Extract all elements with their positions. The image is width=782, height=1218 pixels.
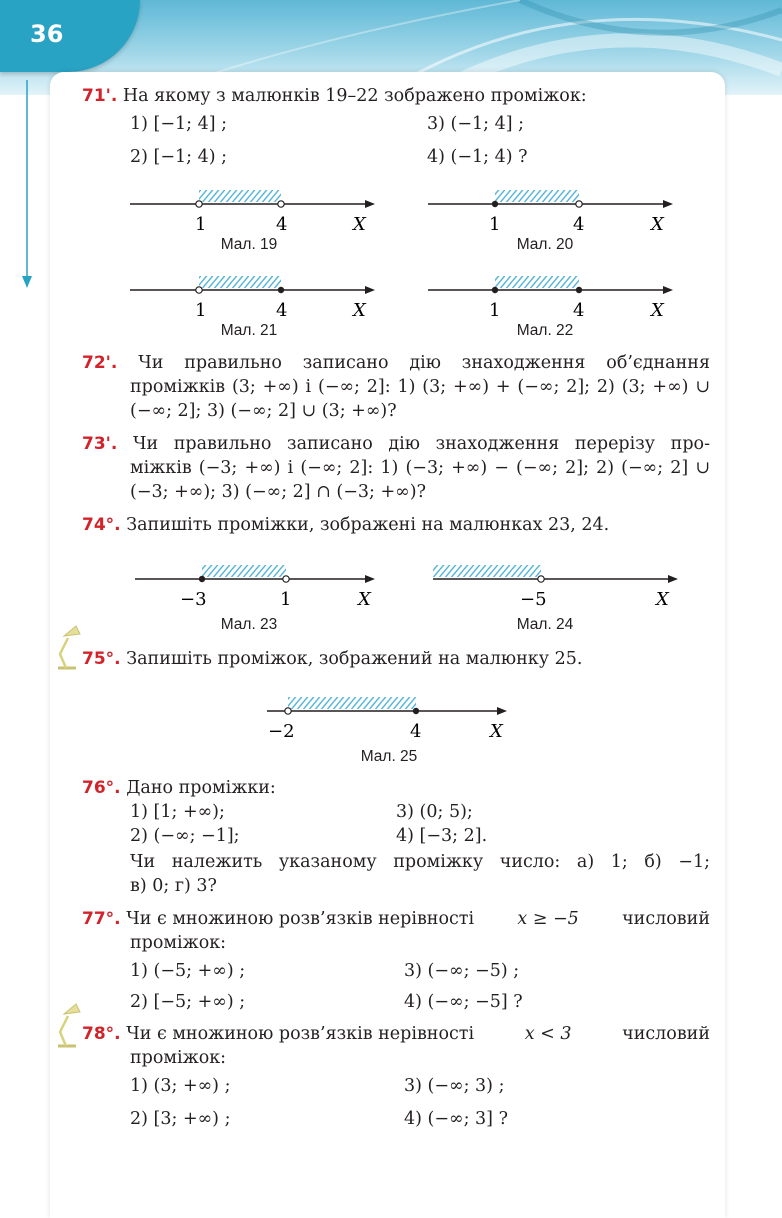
problem-74 (82, 514, 609, 536)
open-point (576, 201, 582, 207)
problem-number: 75°. (82, 649, 121, 669)
option: 3) (−1; 4] ; (427, 114, 525, 134)
open-point (278, 201, 284, 207)
hatched-interval (199, 190, 281, 202)
option: 4) [−3; 2]. (396, 826, 488, 846)
problem-text: (−∞; 2]; 3) (−∞; 2] ∪ (3; +∞)? (130, 401, 397, 421)
inequality: x ≥ −5 (517, 909, 579, 929)
closed-point (413, 708, 419, 714)
page-number: 36 (30, 20, 64, 48)
problem-number: 71'. (82, 86, 118, 106)
closed-point (492, 287, 498, 293)
number-line-fig-22 (423, 272, 683, 322)
problem-73 (82, 433, 710, 455)
tick-label: 1 (195, 214, 207, 235)
tick-label: −5 (520, 589, 547, 610)
number-line-fig-20 (423, 186, 683, 236)
axis-label: X (353, 214, 366, 235)
problem-number: 76°. (82, 778, 121, 798)
tick-label: 4 (276, 300, 288, 321)
open-point (196, 287, 202, 293)
figure-caption: Мал. 20 (516, 236, 574, 253)
tick-label: 4 (410, 721, 422, 742)
figure-caption: Мал. 23 (220, 616, 278, 633)
problem-76 (82, 777, 276, 799)
option: 4) (−1; 4) ? (427, 147, 528, 167)
figure-caption: Мал. 24 (516, 616, 574, 633)
option: 1) (−5; +∞) ; (130, 961, 246, 981)
figure-caption: Мал. 19 (220, 236, 278, 253)
tick-label: 1 (489, 300, 501, 321)
problem-text: На якому з малюнків 19–22 зображено проміжок: (122, 86, 587, 106)
number-line-fig-23 (130, 561, 390, 611)
problem-text: Чи є множиною розв’язків нерівності (126, 909, 475, 929)
option: 1) [1; +∞); (130, 802, 225, 822)
number-line-fig-25 (262, 693, 522, 743)
option: 2) [3; +∞) ; (130, 1109, 231, 1129)
problem-text: Запишіть проміжки, зображені на малюнках 23, 24. (126, 515, 610, 535)
number-line-fig-24 (428, 561, 688, 611)
tick-label: −2 (268, 721, 295, 742)
problem-text: в) 0; г) 3? (130, 876, 217, 896)
axis-arrow (365, 200, 375, 208)
closed-point (576, 287, 582, 293)
problem-text: Чи належить указаному проміжку число: а) 1; б) −1; (130, 852, 710, 872)
problem-text: числовий (622, 1024, 710, 1044)
problem-text: (−3; +∞); 3) (−∞; 2] ∩ (−3; +∞)? (130, 482, 426, 502)
problem-number: 77°. (82, 909, 121, 929)
option: 4) (−∞; −5] ? (404, 992, 523, 1012)
problem-text: Запишіть проміжок, зображений на малюнку 25. (126, 649, 583, 669)
problem-text: Чи є множиною розв’язків нерівності (126, 1024, 475, 1044)
closed-point (278, 287, 284, 293)
problem-78 (82, 1023, 710, 1045)
axis-label: X (353, 300, 366, 321)
inequality: x < 3 (524, 1024, 572, 1044)
option: 3) (−∞; 3) ; (404, 1076, 505, 1096)
problem-text: проміжок: (130, 933, 227, 953)
figure-caption: Мал. 22 (516, 322, 574, 339)
option: 2) [−1; 4) ; (130, 147, 228, 167)
tick-label: 1 (489, 214, 501, 235)
problem-72 (82, 352, 710, 374)
number-line-fig-21 (125, 272, 385, 322)
open-point (283, 576, 289, 582)
axis-label: X (490, 721, 503, 742)
open-point (285, 708, 291, 714)
down-arrow-icon (22, 80, 32, 290)
problem-text: Чи правильно записано дію знаходження перерізу про- (132, 434, 710, 454)
desk-lamp-icon (52, 1002, 82, 1050)
problem-text: числовий (622, 909, 710, 929)
problem-text: міжків (−3; +∞) і (−∞; 2]: 1) (−3; +∞) − (−∞; 2]; 2) (−∞; 2] ∪ (130, 458, 710, 478)
axis-label: X (656, 589, 669, 610)
problem-text: проміжків (3; +∞) і (−∞; 2]: 1) (3; +∞) + (−∞; 2]; 2) (3; +∞) ∪ (130, 377, 710, 397)
option: 3) (−∞; −5) ; (404, 961, 520, 981)
problem-text: Чи правильно записано дію знаходження об’єднання (138, 353, 710, 373)
tick-label: −3 (180, 589, 207, 610)
axis-label: X (651, 214, 664, 235)
option: 3) (0; 5); (396, 802, 473, 822)
axis-label: X (651, 300, 664, 321)
problem-number: 73'. (82, 434, 118, 454)
tick-label: 4 (276, 214, 288, 235)
problem-number: 78°. (82, 1024, 121, 1044)
problem-75 (82, 648, 582, 670)
tick-label: 1 (195, 300, 207, 321)
option: 1) [−1; 4] ; (130, 114, 228, 134)
option: 2) (−∞; −1]; (130, 826, 240, 846)
tick-label: 4 (573, 300, 585, 321)
option: 4) (−∞; 3] ? (404, 1109, 508, 1129)
option: 2) [−5; +∞) ; (130, 992, 246, 1012)
figure-caption: Мал. 25 (360, 748, 418, 765)
problem-text: проміжок: (130, 1048, 227, 1068)
figure-caption: Мал. 21 (220, 322, 278, 339)
closed-point (492, 201, 498, 207)
desk-lamp-icon (52, 624, 82, 672)
open-point (196, 201, 202, 207)
problem-text: Дано проміжки: (126, 778, 276, 798)
problem-number: 72'. (82, 353, 118, 373)
option: 1) (3; +∞) ; (130, 1076, 231, 1096)
closed-point (199, 576, 205, 582)
problem-71 (82, 85, 587, 107)
problem-number: 74°. (82, 515, 121, 535)
tick-label: 4 (573, 214, 585, 235)
axis-label: X (358, 589, 371, 610)
tick-label: 1 (280, 589, 292, 610)
number-line-fig-19 (125, 186, 385, 236)
problem-77 (82, 908, 710, 930)
open-point (538, 576, 544, 582)
